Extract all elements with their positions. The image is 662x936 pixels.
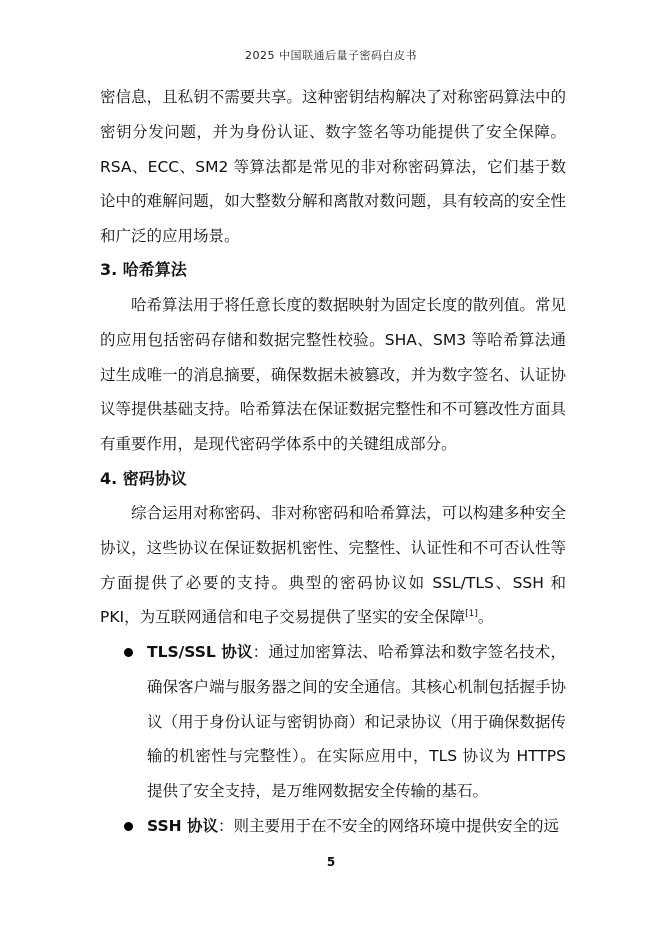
bullet-text: ：则主要用于在不安全的网络环境中提供安全的远	[218, 817, 560, 835]
bullet-term: SSH 协议	[147, 817, 218, 835]
section-heading-hash: 3. 哈希算法	[100, 260, 187, 279]
running-header: 2025 中国联通后量子密码白皮书	[245, 49, 417, 62]
page-number: 5	[326, 855, 336, 869]
paragraph-protocol-text: 综合运用对称密码、非对称密码和哈希算法，可以构建多种安全协议，这些协议在保证数据机密性、完整性、认证性和不可否认性等方面提供了必要的支持。典型的密码协议如 SSL/TLS、SSH 和 PKI，为互联网通信和电子交易提供了坚实的安全保障	[100, 504, 566, 627]
section-heading-protocol: 4. 密码协议	[100, 469, 187, 488]
citation-ref[interactable]: [1]	[465, 609, 478, 620]
paragraph-hash: 哈希算法用于将任意长度的数据映射为固定长度的散列值。常见的应用包括密码存储和数据完整性校验。SHA、SM3 等哈希算法通过生成唯一的消息摘要，确保数据未被篡改，并为数字签名、认证协议等提供基础支持。哈希算法在保证数据完整性和不可篡改性方面具有重要作用，是现代密码学体系中的关键组成部分。	[100, 296, 566, 454]
bullet-item-ssh	[147, 809, 566, 844]
paragraph-protocol	[100, 496, 566, 635]
paragraph-asymmetric-continued: 密信息，且私钥不需要共享。这种密钥结构解决了对称密码算法中的密钥分发问题，并为身份认证、数字签名等功能提供了安全保障。RSA、ECC、SM2 等算法都是常见的非对称密码算法，它们基于数论中的难解问题，如大整数分解和离散对数问题，具有较高的安全性和广泛的应用场景。	[100, 88, 566, 246]
bullet-dot-icon	[124, 822, 133, 831]
bullet-dot-icon	[124, 648, 133, 657]
paragraph-protocol-end: 。	[477, 608, 494, 627]
bullet-text: ：通过加密算法、哈希算法和数字签名技术，确保客户端与服务器之间的安全通信。其核心机制包括握手协议（用于身份认证与密钥协商）和记录协议（用于确保数据传输的机密性与完整性）。在实际应用中，TLS 协议为 HTTPS 提供了安全支持，是万维网数据安全传输的基石。	[147, 643, 566, 801]
bullet-item-tls	[147, 635, 566, 809]
bullet-term: TLS/SSL 协议	[147, 643, 253, 661]
